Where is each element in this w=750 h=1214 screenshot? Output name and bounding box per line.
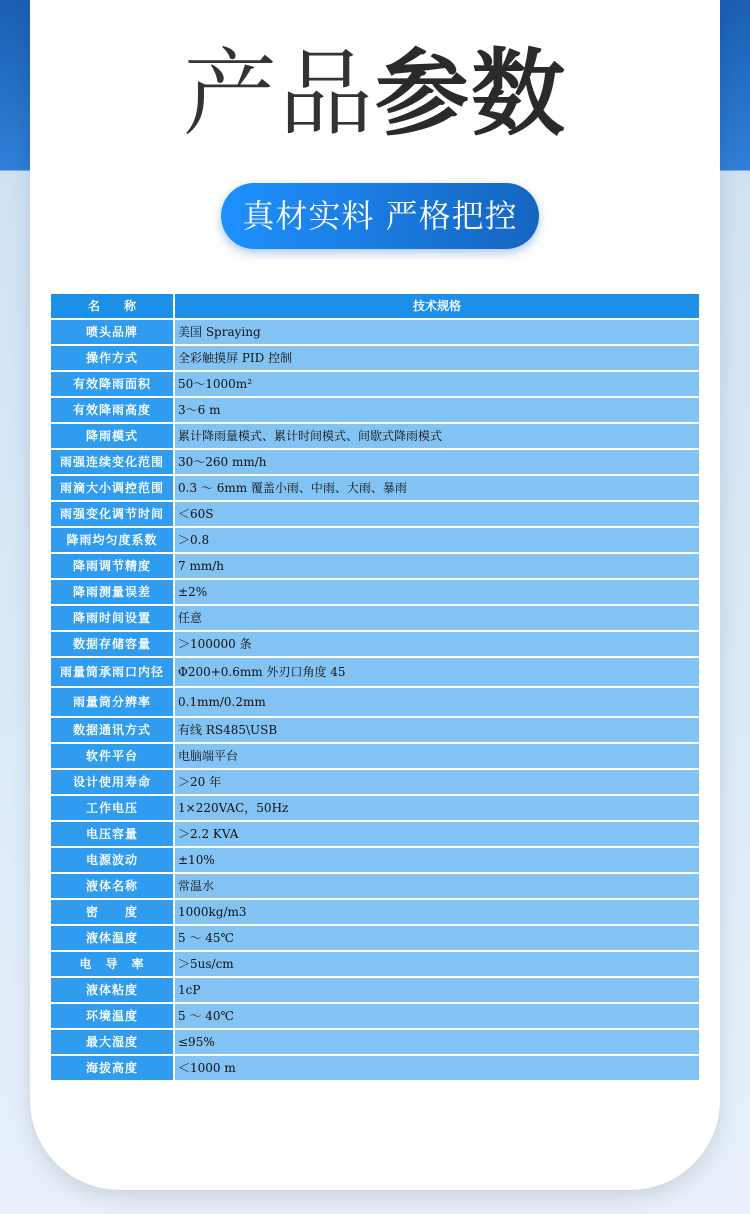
spec-param-name: 雨滴大小调控范围 (50, 475, 174, 501)
spec-param-value: ±2% (174, 579, 700, 605)
spec-param-name: 电 导 率 (50, 951, 174, 977)
spec-param-value: 全彩触摸屏 PID 控制 (174, 345, 700, 371)
spec-row (50, 501, 700, 527)
spec-row (50, 821, 700, 847)
spec-param-name: 数据存储容量 (50, 631, 174, 657)
spec-param-name: 有效降雨高度 (50, 397, 174, 423)
spec-param-value: 7 mm/h (174, 553, 700, 579)
spec-param-name: 液体名称 (50, 873, 174, 899)
spec-param-name: 操作方式 (50, 345, 174, 371)
spec-param-value: 常温水 (174, 873, 700, 899)
spec-param-value: 电脑端平台 (174, 743, 700, 769)
spec-param-value: 1×220VAC，50Hz (174, 795, 700, 821)
spec-row (50, 977, 700, 1003)
spec-row (50, 423, 700, 449)
spec-param-name: 雨量筒承雨口内径 (50, 657, 174, 687)
title-thin: 产品 (182, 40, 375, 149)
spec-param-name: 电压容量 (50, 821, 174, 847)
spec-param-value: 1000kg/m3 (174, 899, 700, 925)
header-spec: 技术规格 (174, 293, 700, 319)
spec-param-name: 海拔高度 (50, 1055, 174, 1081)
spec-row (50, 579, 700, 605)
spec-param-value: 50～1000m² (174, 371, 700, 397)
spec-param-name: 电源波动 (50, 847, 174, 873)
spec-param-name: 雨强连续变化范围 (50, 449, 174, 475)
spec-row (50, 925, 700, 951)
spec-param-value: Φ200+0.6mm 外刃口角度 45 (174, 657, 700, 687)
spec-param-name: 雨量筒分辨率 (50, 687, 174, 717)
spec-param-name: 液体温度 (50, 925, 174, 951)
spec-row (50, 769, 700, 795)
spec-param-name: 数据通讯方式 (50, 717, 174, 743)
spec-table (49, 292, 701, 1082)
spec-param-name: 设计使用寿命 (50, 769, 174, 795)
spec-param-name: 雨强变化调节时间 (50, 501, 174, 527)
spec-param-value: ±10% (174, 847, 700, 873)
subtitle-badge: 真材实料 严格把控 (221, 183, 539, 249)
spec-param-value: 3～6 m (174, 397, 700, 423)
spec-row (50, 397, 700, 423)
spec-param-value: ＞0.8 (174, 527, 700, 553)
spec-param-name: 降雨模式 (50, 423, 174, 449)
spec-param-name: 降雨时间设置 (50, 605, 174, 631)
spec-row (50, 951, 700, 977)
spec-param-value: ＜60S (174, 501, 700, 527)
spec-row (50, 319, 700, 345)
spec-param-value: 美国 Spraying (174, 319, 700, 345)
spec-row (50, 717, 700, 743)
spec-param-value: 1cP (174, 977, 700, 1003)
spec-param-value: 0.3 ～ 6mm 覆盖小雨、中雨、大雨、暴雨 (174, 475, 700, 501)
spec-row (50, 899, 700, 925)
spec-param-value: ＞100000 条 (174, 631, 700, 657)
spec-param-name: 喷头品牌 (50, 319, 174, 345)
spec-param-name: 降雨均匀度系数 (50, 527, 174, 553)
spec-row (50, 1003, 700, 1029)
header-name: 名 称 (50, 293, 174, 319)
spec-param-value: 30～260 mm/h (174, 449, 700, 475)
spec-param-name: 密 度 (50, 899, 174, 925)
page-title (0, 40, 750, 150)
spec-row (50, 795, 700, 821)
spec-param-value: 任意 (174, 605, 700, 631)
spec-row (50, 449, 700, 475)
spec-row (50, 345, 700, 371)
spec-row (50, 631, 700, 657)
spec-row (50, 1055, 700, 1081)
spec-param-value: 5 ～ 45℃ (174, 925, 700, 951)
spec-row (50, 553, 700, 579)
spec-param-value: 5 ～ 40℃ (174, 1003, 700, 1029)
spec-param-name: 降雨测量误差 (50, 579, 174, 605)
spec-param-value: 0.1mm/0.2mm (174, 687, 700, 717)
spec-row (50, 1029, 700, 1055)
spec-param-value: 有线 RS485\USB (174, 717, 700, 743)
spec-param-name: 环境温度 (50, 1003, 174, 1029)
spec-row (50, 475, 700, 501)
spec-param-name: 软件平台 (50, 743, 174, 769)
title-bold: 参数 (375, 40, 568, 149)
spec-header-row (50, 293, 700, 319)
spec-row (50, 687, 700, 717)
spec-param-name: 液体粘度 (50, 977, 174, 1003)
spec-param-name: 最大湿度 (50, 1029, 174, 1055)
spec-param-name: 降雨调节精度 (50, 553, 174, 579)
spec-row (50, 371, 700, 397)
spec-param-value: 累计降雨量模式、累计时间模式、间歇式降雨模式 (174, 423, 700, 449)
spec-row (50, 873, 700, 899)
spec-row (50, 657, 700, 687)
spec-param-value: ＞20 年 (174, 769, 700, 795)
spec-row (50, 847, 700, 873)
spec-param-name: 有效降雨面积 (50, 371, 174, 397)
spec-row (50, 743, 700, 769)
spec-param-name: 工作电压 (50, 795, 174, 821)
spec-row (50, 605, 700, 631)
spec-param-value: ＜1000 m (174, 1055, 700, 1081)
spec-param-value: ≤95% (174, 1029, 700, 1055)
spec-param-value: ＞5us/cm (174, 951, 700, 977)
spec-row (50, 527, 700, 553)
spec-param-value: ＞2.2 KVA (174, 821, 700, 847)
